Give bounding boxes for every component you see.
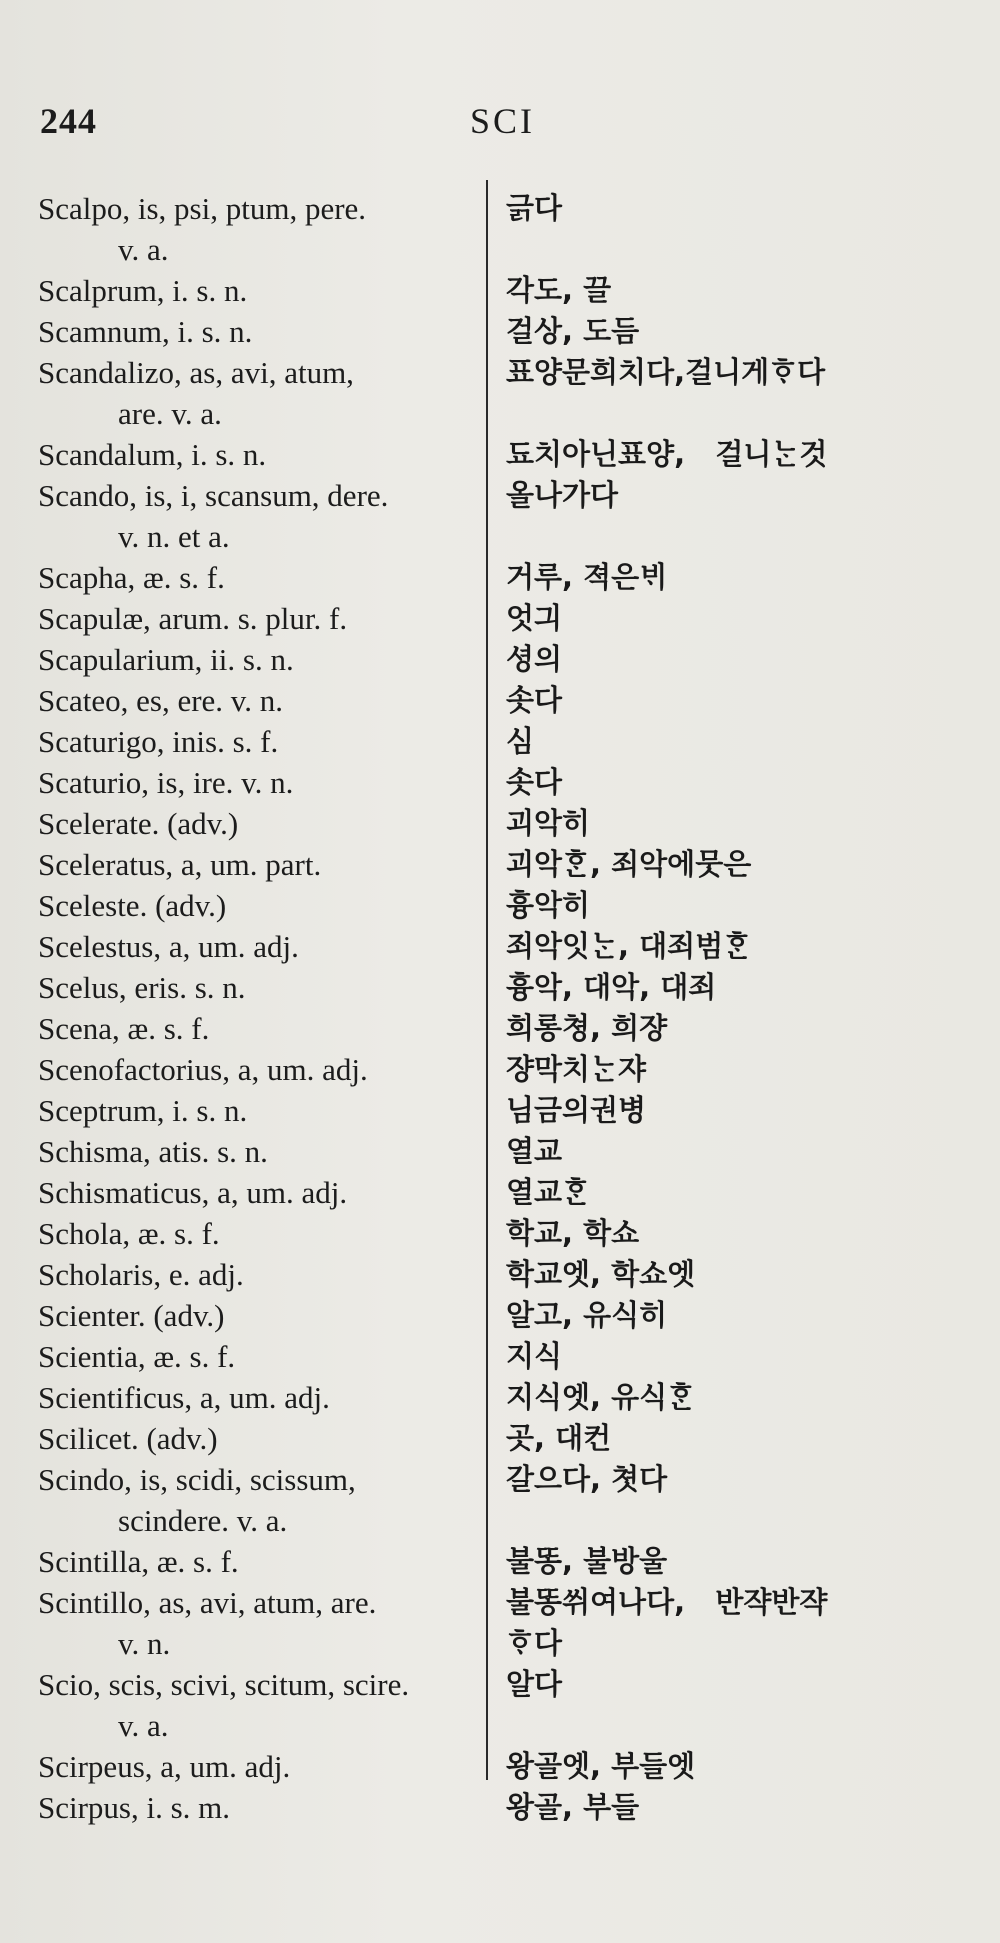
korean-gloss: 열교: [506, 1134, 563, 1168]
korean-gloss: 흉악, 대악, 대죄: [506, 970, 717, 1004]
latin-headword: [0, 270, 450, 311]
korean-gloss: 희롱쳥, 희쟝: [506, 1011, 668, 1045]
latin-headword: [0, 721, 450, 762]
latin-headword: [0, 311, 450, 352]
latin-headword-continuation: v. n.: [118, 1626, 171, 1661]
latin-headword: [0, 1746, 450, 1787]
latin-headword-text: Scholaris, e. adj.: [38, 1257, 244, 1292]
page-number: 244: [40, 101, 97, 141]
korean-gloss: 긁다: [506, 191, 563, 225]
dictionary-entry: [0, 926, 1000, 967]
dictionary-entry: [0, 1131, 1000, 1172]
korean-gloss: 셩의: [506, 642, 563, 676]
latin-headword-text: Scateo, es, ere. v. n.: [38, 683, 284, 718]
korean-gloss: 쟝막치ᄂᆞᆫ쟈: [506, 1052, 647, 1086]
latin-headword: [0, 1131, 450, 1172]
dictionary-entry: [0, 680, 1000, 721]
dictionary-entry: [0, 1008, 1000, 1049]
running-head: SCI: [470, 101, 536, 141]
dictionary-entry: [0, 1787, 1000, 1828]
latin-headword-text: Schola, æ. s. f.: [38, 1216, 220, 1251]
latin-headword: [0, 803, 450, 844]
latin-headword: [0, 352, 450, 434]
latin-headword-text: Scientia, æ. s. f.: [38, 1339, 236, 1374]
korean-gloss: 괴악ᄒᆞᆫ, 죄악에뭇은: [506, 847, 752, 881]
dictionary-entry: [0, 1049, 1000, 1090]
latin-headword-text: Scelerate. (adv.): [38, 806, 239, 841]
latin-headword-text: Scilicet. (adv.): [38, 1421, 218, 1456]
latin-headword-text: Scapularium, ii. s. n.: [38, 642, 294, 677]
latin-headword: [0, 475, 450, 557]
korean-gloss: 표양문희치다,걸니게ᄒᆞ다: [506, 355, 826, 389]
dictionary-entry: [0, 844, 1000, 885]
korean-gloss: 심: [506, 724, 535, 758]
latin-headword-text: Scelus, eris. s. n.: [38, 970, 246, 1005]
latin-headword-text: Schisma, atis. s. n.: [38, 1134, 268, 1169]
latin-headword: [0, 1172, 450, 1213]
dictionary-entry: [0, 639, 1000, 680]
latin-headword: [0, 1090, 450, 1131]
dictionary-entry: [0, 1746, 1000, 1787]
korean-gloss: 지식: [506, 1339, 563, 1373]
latin-headword-text: Scirpus, i. s. m.: [38, 1790, 231, 1825]
latin-headword-continuation: are. v. a.: [118, 396, 222, 431]
dictionary-entry: [0, 1664, 1000, 1746]
korean-gloss: 엇긔: [506, 601, 563, 635]
latin-headword-text: Scirpeus, a, um. adj.: [38, 1749, 291, 1784]
latin-headword-text: Scindo, is, scidi, scissum,: [38, 1462, 356, 1497]
dictionary-entry: [0, 557, 1000, 598]
korean-gloss: 열교ᄒᆞᆫ: [506, 1175, 591, 1209]
latin-headword-text: Schismaticus, a, um. adj.: [38, 1175, 348, 1210]
latin-headword-text: Scapulæ, arum. s. plur. f.: [38, 601, 348, 636]
latin-headword-text: Scio, scis, scivi, scitum, scire.: [38, 1667, 410, 1702]
latin-headword: [0, 1664, 450, 1746]
dictionary-entry: [0, 188, 1000, 270]
korean-gloss: 학교엣, 학쇼엣: [506, 1257, 696, 1291]
dictionary-entry: [0, 270, 1000, 311]
latin-headword: [0, 598, 450, 639]
korean-gloss: 왕골, 부들: [506, 1790, 640, 1824]
latin-headword: [0, 1459, 450, 1541]
latin-headword: [0, 1008, 450, 1049]
latin-headword: [0, 1336, 450, 1377]
korean-gloss: 됴치아닌표양, 걸니ᄂᆞᆫ것: [506, 437, 828, 471]
korean-gloss: 걸상, 도듬: [506, 314, 640, 348]
dictionary-entry: [0, 1295, 1000, 1336]
latin-headword: [0, 885, 450, 926]
dictionary-entry: [0, 967, 1000, 1008]
latin-headword-text: Sceleste. (adv.): [38, 888, 227, 923]
dictionary-entry: [0, 1541, 1000, 1582]
latin-headword: [0, 1418, 450, 1459]
dictionary-entry: [0, 1336, 1000, 1377]
korean-gloss: 지식엣, 유식ᄒᆞᆫ: [506, 1380, 696, 1414]
korean-gloss: 알고, 유식히: [506, 1298, 668, 1332]
dictionary-entry: [0, 885, 1000, 926]
dictionary-entry: [0, 434, 1000, 475]
latin-headword: [0, 1541, 450, 1582]
dictionary-entry: [0, 1377, 1000, 1418]
latin-headword-text: Sceptrum, i. s. n.: [38, 1093, 248, 1128]
latin-headword-text: Scandalizo, as, avi, atum,: [38, 355, 354, 390]
dictionary-entry: [0, 1459, 1000, 1541]
latin-headword-text: Scintilla, æ. s. f.: [38, 1544, 239, 1579]
latin-headword-continuation: v. a.: [118, 232, 169, 267]
latin-headword: [0, 680, 450, 721]
dictionary-entry: [0, 598, 1000, 639]
dictionary-entry: [0, 1254, 1000, 1295]
korean-gloss: 거루, 젹은ᄇᆡ: [506, 560, 668, 594]
dictionary-entry: [0, 1418, 1000, 1459]
latin-headword-text: Scientificus, a, um. adj.: [38, 1380, 330, 1415]
latin-headword-text: Scena, æ. s. f.: [38, 1011, 210, 1046]
korean-gloss: 님금의권병: [506, 1093, 647, 1127]
latin-headword-text: Scintillo, as, avi, atum, are.: [38, 1585, 377, 1620]
latin-headword: [0, 1049, 450, 1090]
korean-gloss: 왕골엣, 부들엣: [506, 1749, 696, 1783]
korean-gloss: 흉악히: [506, 888, 591, 922]
korean-gloss: 죄악잇ᄂᆞᆫ, 대죄범ᄒᆞᆫ: [506, 929, 752, 963]
latin-headword-text: Scando, is, i, scansum, dere.: [38, 478, 389, 513]
dictionary-entry: [0, 1213, 1000, 1254]
dictionary-entry: [0, 1090, 1000, 1131]
dictionary-entry: [0, 311, 1000, 352]
latin-headword: [0, 1787, 450, 1828]
dictionary-entry: [0, 721, 1000, 762]
latin-headword: [0, 762, 450, 803]
entry-list: [0, 188, 1000, 1828]
latin-headword: [0, 434, 450, 475]
latin-headword-text: Scalpo, is, psi, ptum, pere.: [38, 191, 367, 226]
latin-headword-text: Scalprum, i. s. n.: [38, 273, 248, 308]
latin-headword-continuation: v. a.: [118, 1708, 169, 1743]
latin-headword-text: Scienter. (adv.): [38, 1298, 225, 1333]
latin-headword-text: Scenofactorius, a, um. adj.: [38, 1052, 368, 1087]
latin-headword-text: Scaturio, is, ire. v. n.: [38, 765, 294, 800]
latin-headword: [0, 639, 450, 680]
latin-headword: [0, 1377, 450, 1418]
korean-gloss: 솟다: [506, 765, 563, 799]
latin-headword-text: Scamnum, i. s. n.: [38, 314, 253, 349]
dictionary-entry: [0, 762, 1000, 803]
dictionary-entry: [0, 352, 1000, 434]
latin-headword-text: Scandalum, i. s. n.: [38, 437, 267, 472]
korean-gloss: 괴악히: [506, 806, 591, 840]
latin-headword: [0, 1582, 450, 1664]
korean-gloss: 불똥쒸여나다, 반쟉반쟉 ᄒᆞ다: [506, 1585, 828, 1660]
latin-headword-text: Scelestus, a, um. adj.: [38, 929, 299, 964]
dictionary-entry: [0, 1172, 1000, 1213]
korean-gloss: 각도, 끌: [506, 273, 612, 307]
latin-headword: [0, 1254, 450, 1295]
korean-gloss: 알다: [506, 1667, 563, 1701]
latin-headword: [0, 967, 450, 1008]
dictionary-entry: [0, 803, 1000, 844]
latin-headword: [0, 188, 450, 270]
latin-headword: [0, 1213, 450, 1254]
latin-headword-continuation: scindere. v. a.: [118, 1503, 288, 1538]
latin-headword-text: Scaturigo, inis. s. f.: [38, 724, 279, 759]
latin-headword: [0, 557, 450, 598]
dictionary-entry: [0, 475, 1000, 557]
latin-headword-continuation: v. n. et a.: [118, 519, 230, 554]
korean-gloss: 갈으다, 쳣다: [506, 1462, 668, 1496]
korean-gloss: 올나가다: [506, 478, 619, 512]
korean-gloss: 솟다: [506, 683, 563, 717]
dictionary-entry: [0, 1582, 1000, 1664]
latin-headword: [0, 1295, 450, 1336]
latin-headword-text: Sceleratus, a, um. part.: [38, 847, 322, 882]
korean-gloss: 곳, 대컨: [506, 1421, 612, 1455]
latin-headword: [0, 926, 450, 967]
korean-gloss: 불똥, 불방울: [506, 1544, 668, 1578]
latin-headword-text: Scapha, æ. s. f.: [38, 560, 225, 595]
korean-gloss: 학교, 학쇼: [506, 1216, 640, 1250]
latin-headword: [0, 844, 450, 885]
